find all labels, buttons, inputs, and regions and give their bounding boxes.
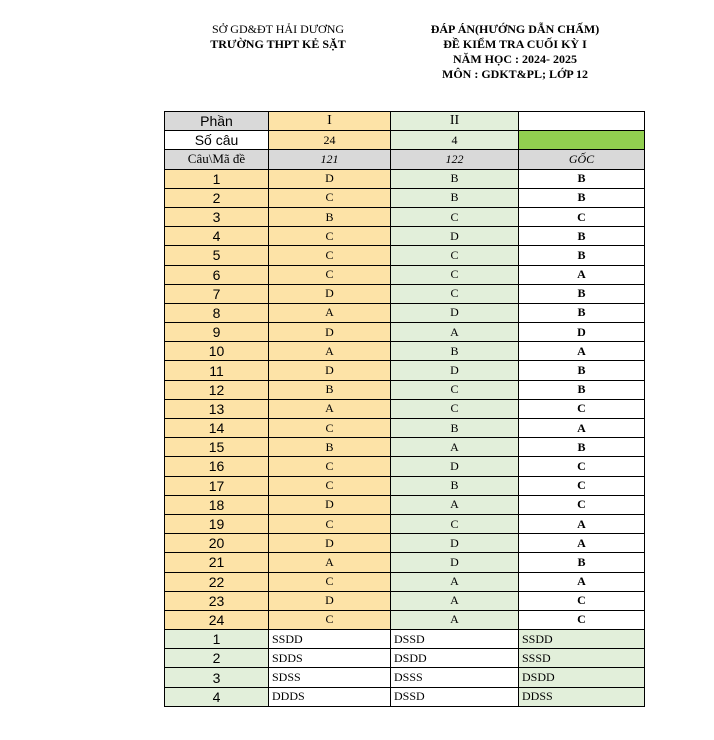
question-number: 14 [165, 419, 269, 438]
part-1-answer-row [165, 303, 645, 322]
answer-original: C [519, 610, 645, 629]
part-1-answer-row [165, 476, 645, 495]
answer-code-122: D [391, 534, 519, 553]
answer-code-122: D [391, 227, 519, 246]
answer-code-122: C [391, 399, 519, 418]
question-number: 2 [165, 188, 269, 207]
answer-code-122: C [391, 284, 519, 303]
answer-key-table [164, 111, 645, 707]
answer-original: A [519, 572, 645, 591]
question-number: 22 [165, 572, 269, 591]
answer-code-121: C [269, 572, 391, 591]
question-number: 19 [165, 514, 269, 533]
answer-code-122: A [391, 572, 519, 591]
answer-code-121: D [269, 323, 391, 342]
highlight-cell [519, 131, 645, 150]
answer-original: C [519, 399, 645, 418]
part-1-answer-row [165, 553, 645, 572]
answer-original: B [519, 188, 645, 207]
answer-original: SSDD [519, 630, 645, 649]
answer-code-121: C [269, 514, 391, 533]
answer-code-121: B [269, 438, 391, 457]
answer-original: B [519, 246, 645, 265]
part-1-count: 24 [269, 131, 391, 150]
question-count-label: Số câu [165, 131, 269, 150]
answer-code-122: B [391, 419, 519, 438]
answer-code-121: D [269, 284, 391, 303]
part-1-answer-row [165, 188, 645, 207]
answer-code-122: C [391, 246, 519, 265]
answer-original: B [519, 553, 645, 572]
answer-original: B [519, 284, 645, 303]
answer-code-121: C [269, 419, 391, 438]
answer-code-121: D [269, 495, 391, 514]
answer-code-121: A [269, 399, 391, 418]
question-count-row [165, 131, 645, 150]
question-number: 3 [165, 668, 269, 687]
answer-code-121: C [269, 265, 391, 284]
part-1-answer-row [165, 227, 645, 246]
part-header-row [165, 112, 645, 131]
answer-original: B [519, 380, 645, 399]
answer-code-121: SSDD [269, 630, 391, 649]
empty-header-cell [519, 112, 645, 131]
answer-original: A [519, 342, 645, 361]
answer-code-121: SDDS [269, 649, 391, 668]
answer-code-122: B [391, 169, 519, 188]
question-number: 7 [165, 284, 269, 303]
answer-code-122: D [391, 361, 519, 380]
answer-code-122: A [391, 438, 519, 457]
part-1-answer-row [165, 284, 645, 303]
question-number: 12 [165, 380, 269, 399]
answer-original: C [519, 457, 645, 476]
question-number: 6 [165, 265, 269, 284]
subject-grade: MÔN : GDKT&PL; LỚP 12 [442, 67, 588, 81]
question-number: 4 [165, 687, 269, 706]
answer-code-122: B [391, 476, 519, 495]
school-header [188, 22, 368, 52]
part-1-answer-row [165, 399, 645, 418]
answer-code-121: C [269, 188, 391, 207]
answer-code-122: C [391, 514, 519, 533]
answer-code-121: D [269, 361, 391, 380]
part-1-answer-row [165, 495, 645, 514]
question-number: 3 [165, 207, 269, 226]
answer-original: C [519, 495, 645, 514]
answer-code-122: D [391, 457, 519, 476]
answer-original: B [519, 169, 645, 188]
answer-code-121: A [269, 342, 391, 361]
answer-code-122: DSSS [391, 668, 519, 687]
answer-original: A [519, 265, 645, 284]
part-1-answer-row [165, 169, 645, 188]
question-number: 5 [165, 246, 269, 265]
answer-code-121: B [269, 207, 391, 226]
answer-original: A [519, 514, 645, 533]
part-1-answer-row [165, 457, 645, 476]
part-1-answer-row [165, 610, 645, 629]
exam-code-label: Câu\Mã đề [165, 150, 269, 169]
answer-original: A [519, 534, 645, 553]
part-1-answer-row [165, 534, 645, 553]
part-1-answer-row [165, 361, 645, 380]
question-number: 16 [165, 457, 269, 476]
answer-code-121: D [269, 169, 391, 188]
exam-code-122: 122 [391, 150, 519, 169]
part-2-answer-row [165, 630, 645, 649]
answer-original: B [519, 227, 645, 246]
part-1-answer-row [165, 265, 645, 284]
answer-code-122: C [391, 207, 519, 226]
answer-original: C [519, 207, 645, 226]
question-number: 10 [165, 342, 269, 361]
answer-code-121: B [269, 380, 391, 399]
part-2-count: 4 [391, 131, 519, 150]
answer-code-122: A [391, 591, 519, 610]
part-1-answer-row [165, 514, 645, 533]
answer-code-122: C [391, 380, 519, 399]
part-1-answer-row [165, 380, 645, 399]
answer-code-122: A [391, 323, 519, 342]
answer-original: A [519, 419, 645, 438]
answer-code-122: A [391, 610, 519, 629]
answer-original: DSDD [519, 668, 645, 687]
answer-code-122: D [391, 303, 519, 322]
part-1-answer-row [165, 419, 645, 438]
answer-code-121: D [269, 534, 391, 553]
answer-code-121: A [269, 553, 391, 572]
answer-original: SSSD [519, 649, 645, 668]
answer-code-122: B [391, 342, 519, 361]
part-1-header: I [269, 112, 391, 131]
question-number: 11 [165, 361, 269, 380]
question-number: 1 [165, 630, 269, 649]
part-1-answer-row [165, 438, 645, 457]
question-number: 2 [165, 649, 269, 668]
part-2-answer-row [165, 649, 645, 668]
part-2-answer-row [165, 668, 645, 687]
exam-code-row [165, 150, 645, 169]
answer-original: B [519, 438, 645, 457]
part-2-answer-row [165, 687, 645, 706]
answer-code-121: A [269, 303, 391, 322]
answer-code-122: C [391, 265, 519, 284]
question-number: 23 [165, 591, 269, 610]
part-label: Phần [165, 112, 269, 131]
part-1-answer-row [165, 323, 645, 342]
part-1-answer-row [165, 246, 645, 265]
answer-original: B [519, 361, 645, 380]
answer-code-121: D [269, 591, 391, 610]
answer-code-121: C [269, 476, 391, 495]
question-number: 1 [165, 169, 269, 188]
answer-code-122: B [391, 188, 519, 207]
answer-original: D [519, 323, 645, 342]
answer-code-121: DDDS [269, 687, 391, 706]
part-1-answer-row [165, 342, 645, 361]
question-number: 17 [165, 476, 269, 495]
part-1-answer-row [165, 572, 645, 591]
question-number: 9 [165, 323, 269, 342]
answer-code-121: C [269, 610, 391, 629]
exam-code-original: GỐC [519, 150, 645, 169]
department-name: SỞ GD&ĐT HẢI DƯƠNG [211, 22, 345, 36]
answer-code-122: D [391, 553, 519, 572]
question-number: 24 [165, 610, 269, 629]
question-number: 20 [165, 534, 269, 553]
question-number: 4 [165, 227, 269, 246]
answer-original: DDSS [519, 687, 645, 706]
question-number: 13 [165, 399, 269, 418]
answer-code-122: DSSD [391, 630, 519, 649]
school-name: TRƯỜNG THPT KẺ SẶT [210, 37, 346, 51]
document-title-block [400, 22, 630, 82]
answer-original: B [519, 303, 645, 322]
exam-name: ĐỀ KIỂM TRA CUỐI KỲ I [443, 37, 587, 51]
part-2-header: II [391, 112, 519, 131]
answer-code-122: DSDD [391, 649, 519, 668]
answer-code-121: C [269, 246, 391, 265]
answer-code-122: A [391, 495, 519, 514]
school-year: NĂM HỌC : 2024- 2025 [453, 52, 577, 66]
answer-code-121: SDSS [269, 668, 391, 687]
question-number: 18 [165, 495, 269, 514]
answer-code-121: C [269, 457, 391, 476]
part-1-answer-row [165, 591, 645, 610]
part-1-answer-row [165, 207, 645, 226]
answer-original: C [519, 476, 645, 495]
question-number: 8 [165, 303, 269, 322]
answer-original: C [519, 591, 645, 610]
answer-code-122: DSSD [391, 687, 519, 706]
question-number: 15 [165, 438, 269, 457]
document-title: ĐÁP ÁN(HƯỚNG DẪN CHẤM) [430, 22, 600, 36]
exam-code-121: 121 [269, 150, 391, 169]
answer-code-121: C [269, 227, 391, 246]
question-number: 21 [165, 553, 269, 572]
